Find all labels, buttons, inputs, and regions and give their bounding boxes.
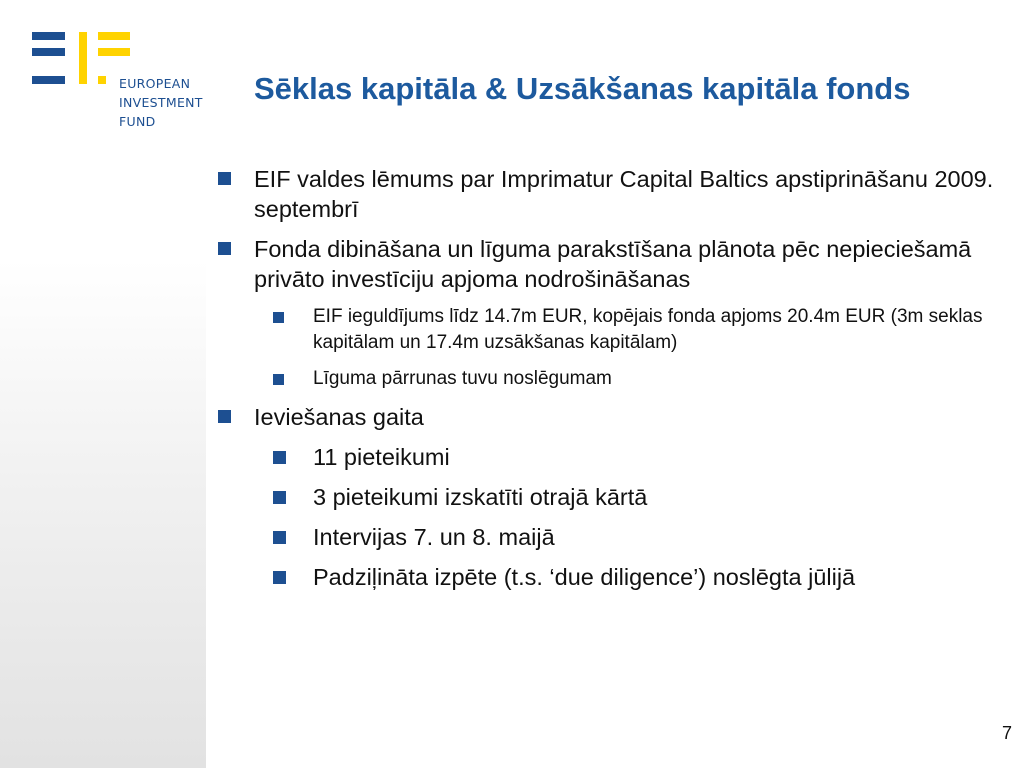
- sub-bullet-text: Intervijas 7. un 8. maijā: [313, 524, 555, 550]
- sub-bullet-item: [273, 304, 1004, 356]
- square-bullet-icon: [218, 410, 231, 423]
- sub-bullet-text: 3 pieteikumi izskatīti otrajā kārtā: [313, 484, 648, 510]
- bullet-item: [214, 164, 1004, 224]
- sub-bullet-list: [254, 304, 1004, 392]
- logo-f-bar-middle: [98, 48, 130, 56]
- square-bullet-icon: [273, 312, 284, 323]
- sub-bullet-item: [273, 366, 1004, 392]
- logo-f-square: [98, 76, 106, 84]
- square-bullet-icon: [218, 172, 231, 185]
- square-bullet-icon: [273, 451, 286, 464]
- sub-bullet-text: Padziļināta izpēte (t.s. ‘due diligence’) noslēgta jūlijā: [313, 564, 856, 590]
- square-bullet-icon: [273, 531, 286, 544]
- logo-line-2: INVESTMENT: [119, 95, 203, 110]
- logo-wordmark: [119, 74, 203, 131]
- bullet-text: Ieviešanas gaita: [254, 404, 424, 430]
- square-bullet-icon: [218, 242, 231, 255]
- slide-content: [214, 164, 1004, 602]
- sub-bullet-item: [273, 562, 1004, 592]
- bullet-list: [214, 164, 1004, 592]
- sub-bullet-item: [273, 442, 1004, 472]
- sub-bullet-text: 11 pieteikumi: [313, 444, 450, 470]
- logo-e-bar-middle: [32, 48, 65, 56]
- sub-bullet-text: Līguma pārrunas tuvu noslēgumam: [313, 368, 612, 389]
- sub-bullet-item: [273, 522, 1004, 552]
- logo-line-3: FUND: [119, 114, 156, 129]
- logo-e-bar-top: [32, 32, 65, 40]
- logo-i-bar: [79, 32, 87, 84]
- bullet-text: Fonda dibināšana un līguma parakstīšana plānota pēc nepieciešamā privāto investīciju apjoma nodrošināšanas: [254, 236, 972, 292]
- square-bullet-icon: [273, 374, 284, 385]
- logo-line-1: EUROPEAN: [119, 76, 191, 91]
- bullet-item: [214, 234, 1004, 392]
- square-bullet-icon: [273, 571, 286, 584]
- page-number: 7: [1001, 723, 1012, 743]
- slide-title: Sēklas kapitāla & Uzsākšanas kapitāla fonds: [254, 71, 911, 106]
- square-bullet-icon: [273, 491, 286, 504]
- logo-f-bar-top: [98, 32, 130, 40]
- logo-e-bar-bottom: [32, 76, 65, 84]
- bullet-text: EIF valdes lēmums par Imprimatur Capital Baltics apstiprināšanu 2009. septembrī: [254, 166, 994, 222]
- bullet-item: [214, 402, 1004, 592]
- sub-bullet-text: EIF ieguldījums līdz 14.7m EUR, kopējais fonda apjoms 20.4m EUR (3m seklas kapitālam un 17.4m uzsākšanas kapitālam): [313, 306, 983, 353]
- sub-bullet-list: [254, 442, 1004, 592]
- sub-bullet-item: [273, 482, 1004, 512]
